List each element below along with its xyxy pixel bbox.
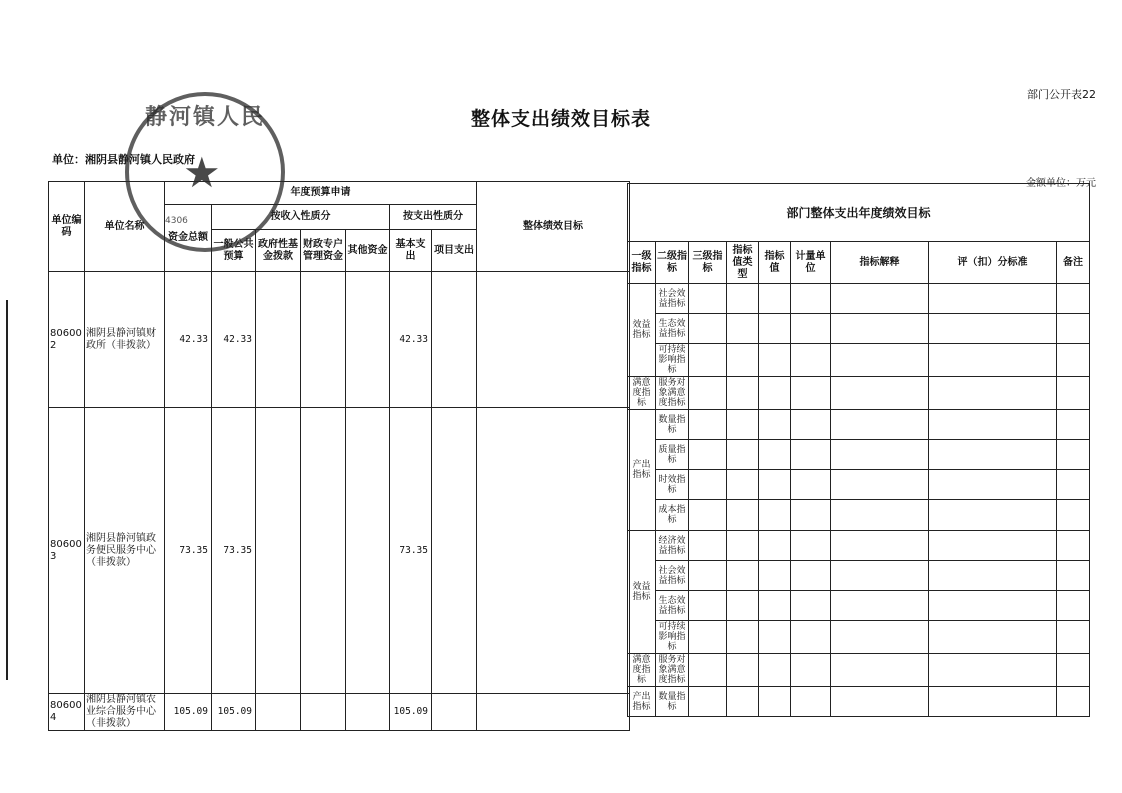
level1-cell: 满意度指标 <box>628 654 656 687</box>
total-cell: 42.33 <box>165 272 212 408</box>
indicator-row <box>628 500 1090 531</box>
level2-cell: 数量指标 <box>656 410 689 440</box>
level2-cell: 时效指标 <box>656 470 689 500</box>
level2-cell: 社会效益指标 <box>656 561 689 591</box>
header-by-expense: 按支出性质分 <box>390 205 477 230</box>
header-unit-code: 单位编码 <box>49 182 85 272</box>
page-number: 部门公开表22 <box>1027 88 1096 101</box>
seal-number: 4306 <box>165 216 188 226</box>
budget-table <box>48 181 630 731</box>
general-cell: 73.35 <box>212 408 256 694</box>
header-total: 资金总额 <box>165 205 212 272</box>
level2-cell: 社会效益指标 <box>656 284 689 314</box>
header-other: 其他资金 <box>346 230 390 272</box>
indicator-row <box>628 654 1090 687</box>
header-by-income: 按收入性质分 <box>212 205 390 230</box>
basic-cell: 73.35 <box>390 408 432 694</box>
header-unit: 计量单位 <box>791 242 831 284</box>
total-cell: 73.35 <box>165 408 212 694</box>
header-explain: 指标解释 <box>831 242 929 284</box>
unit-code-cell: 806003 <box>49 408 85 694</box>
level2-cell: 成本指标 <box>656 500 689 531</box>
level2-cell: 可持续影响指标 <box>656 344 689 377</box>
level1-cell: 产出指标 <box>628 410 656 531</box>
unit-label: 单位：湘阴县静河镇人民政府 <box>52 153 195 166</box>
unit-code-cell: 806004 <box>49 694 85 731</box>
indicator-row <box>628 687 1090 717</box>
header-gov-fund: 政府性基金拨款 <box>256 230 301 272</box>
scan-edge-mark <box>6 300 8 680</box>
level2-cell: 生态效益指标 <box>656 314 689 344</box>
seal-text: 静河镇人民 <box>145 105 266 130</box>
level1-cell: 满意度指标 <box>628 377 656 410</box>
table-row <box>49 272 630 408</box>
level2-cell: 可持续影响指标 <box>656 621 689 654</box>
header-level2: 二级指标 <box>656 242 689 284</box>
indicator-row <box>628 470 1090 500</box>
unit-name-cell: 湘阴县静河镇农业综合服务中心（非拨款） <box>85 694 165 731</box>
header-value-type: 指标值类型 <box>727 242 759 284</box>
level2-cell: 生态效益指标 <box>656 591 689 621</box>
total-cell: 105.09 <box>165 694 212 731</box>
header-score: 评（扣）分标准 <box>929 242 1057 284</box>
basic-cell: 105.09 <box>390 694 432 731</box>
header-special: 财政专户管理资金 <box>301 230 346 272</box>
header-budget-apply: 年度预算申请 <box>165 182 477 205</box>
indicator-row <box>628 314 1090 344</box>
header-level3: 三级指标 <box>689 242 727 284</box>
indicator-row <box>628 284 1090 314</box>
performance-target-table <box>627 183 1090 717</box>
indicator-row <box>628 344 1090 377</box>
header-general: 一般公共预算 <box>212 230 256 272</box>
header-value: 指标值 <box>759 242 791 284</box>
level1-cell: 产出指标 <box>628 687 656 717</box>
header-level1: 一级指标 <box>628 242 656 284</box>
header-overall-goal: 整体绩效目标 <box>477 182 630 272</box>
level1-cell: 效益指标 <box>628 531 656 654</box>
unit-code-cell: 806002 <box>49 272 85 408</box>
level2-cell: 服务对象满意度指标 <box>656 377 689 410</box>
indicator-row <box>628 531 1090 561</box>
star-icon: ★ <box>183 148 221 197</box>
level2-cell: 经济效益指标 <box>656 531 689 561</box>
general-cell: 105.09 <box>212 694 256 731</box>
official-seal <box>125 92 285 252</box>
section-title: 部门整体支出年度绩效目标 <box>628 184 1090 242</box>
indicator-row <box>628 591 1090 621</box>
general-cell: 42.33 <box>212 272 256 408</box>
header-basic: 基本支出 <box>390 230 432 272</box>
header-unit-name: 单位名称 <box>85 182 165 272</box>
header-note: 备注 <box>1057 242 1090 284</box>
level2-cell: 质量指标 <box>656 440 689 470</box>
money-unit: 金额单位：万元 <box>1026 178 1096 189</box>
indicator-row <box>628 377 1090 410</box>
header-project: 项目支出 <box>432 230 477 272</box>
indicator-row <box>628 440 1090 470</box>
table-row <box>49 694 630 731</box>
level1-cell: 效益指标 <box>628 284 656 377</box>
indicator-row <box>628 561 1090 591</box>
level2-cell: 服务对象满意度指标 <box>656 654 689 687</box>
indicator-row <box>628 621 1090 654</box>
unit-name-cell: 湘阴县静河镇政务便民服务中心（非拨款） <box>85 408 165 694</box>
basic-cell: 42.33 <box>390 272 432 408</box>
page-title: 整体支出绩效目标表 <box>470 108 651 130</box>
indicator-row <box>628 410 1090 440</box>
unit-name-cell: 湘阴县静河镇财政所（非拨款） <box>85 272 165 408</box>
level2-cell: 数量指标 <box>656 687 689 717</box>
table-row <box>49 408 630 694</box>
